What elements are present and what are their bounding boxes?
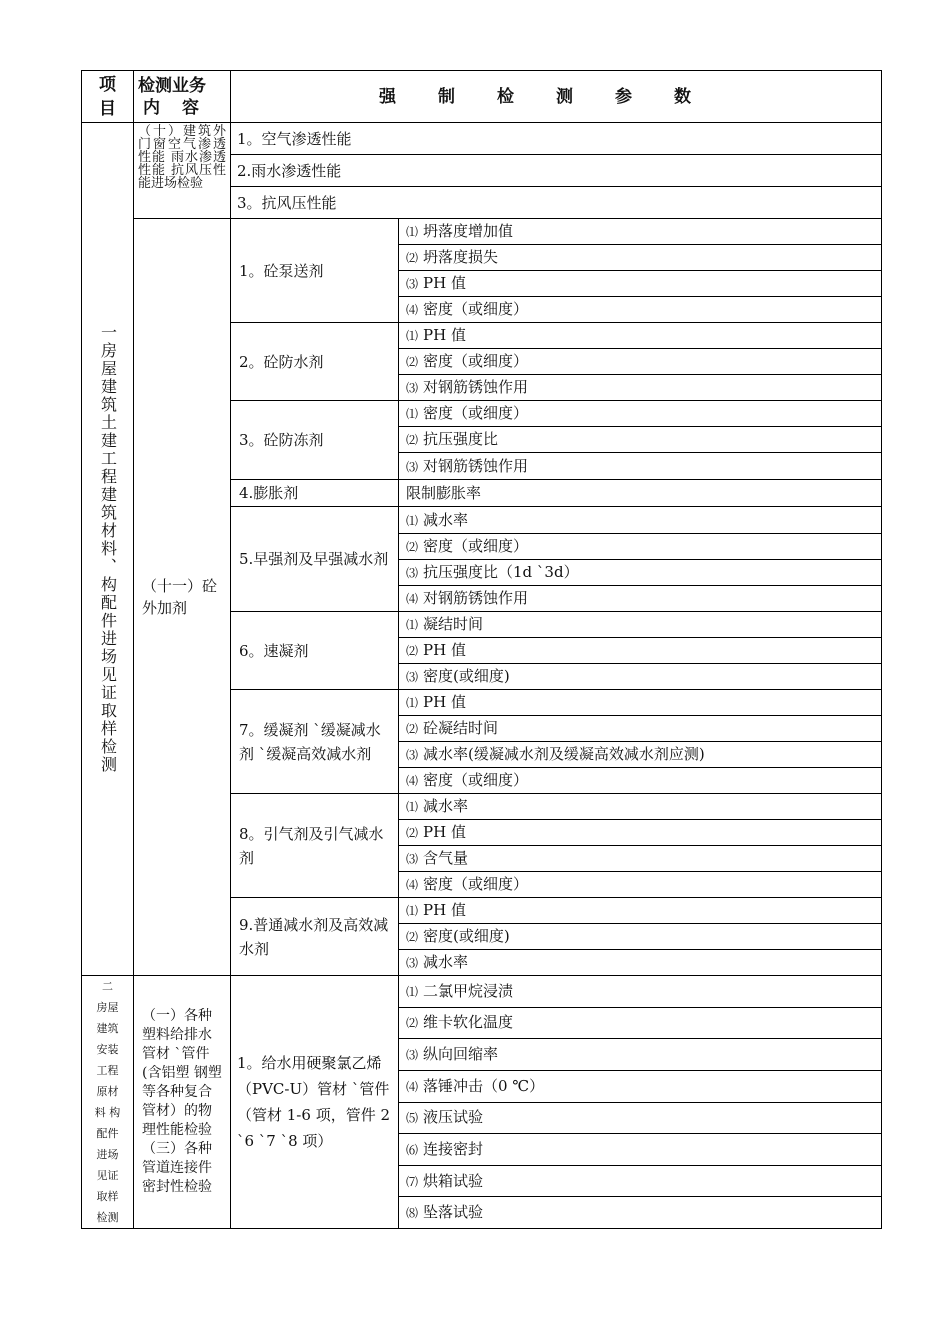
param-cell <box>399 820 882 846</box>
admixture-category: 1。砼泵送剂 <box>231 219 399 323</box>
inspection-table <box>81 70 882 1229</box>
header-main: 强制检测参数 <box>231 71 882 123</box>
section1-label: 一房屋建筑土建工程建筑材料、构配件进场见证取样检测 <box>98 324 118 774</box>
param-label: 减水率 <box>423 953 469 971</box>
admixture-title: （十一）砼外加剂 <box>134 219 231 976</box>
param-cell <box>399 1197 882 1229</box>
param-number: ⑺ <box>406 1174 419 1189</box>
param-label: 抗压强度比（1d `3d） <box>423 563 579 581</box>
param-cell <box>399 349 882 375</box>
param-label: 维卡软化温度 <box>423 1013 514 1032</box>
param-label: PH 值 <box>423 326 466 344</box>
param-label: 对钢筋锈蚀作用 <box>423 589 529 607</box>
param-cell <box>399 950 882 976</box>
param-cell <box>399 480 882 507</box>
section2-label-line: 取样 <box>96 1190 119 1203</box>
param-cell <box>399 534 882 560</box>
param-number: ⑵ <box>406 433 419 447</box>
param-label: 密度（或细度） <box>423 537 529 555</box>
param-label: 密度(或细度) <box>423 667 510 685</box>
param-label: 对钢筋锈蚀作用 <box>423 456 529 475</box>
param-number: ⑵ <box>406 930 419 944</box>
param-number: ⑶ <box>406 956 419 970</box>
windows-title: （十）建筑外门窗空气渗透性能 雨水渗透性能 抗风压性能进场检验 <box>134 123 231 219</box>
table-row <box>82 123 882 155</box>
param-cell <box>399 586 882 612</box>
param-cell <box>399 1039 882 1071</box>
param-cell <box>399 453 882 480</box>
param-label: 连接密封 <box>423 1139 484 1158</box>
param-label: 砼凝结时间 <box>423 719 499 737</box>
param-label: 密度（或细度） <box>423 404 529 422</box>
param-label: 二氯甲烷浸渍 <box>423 981 514 1000</box>
param-cell <box>399 638 882 664</box>
param-cell <box>399 742 882 768</box>
header-row <box>82 71 882 123</box>
param-cell <box>399 1134 882 1166</box>
table-row <box>82 976 882 1008</box>
param-cell <box>399 872 882 898</box>
param-label: 坠落试验 <box>423 1203 484 1222</box>
param-cell <box>399 560 882 586</box>
param-cell <box>399 794 882 820</box>
param-cell <box>399 271 882 297</box>
param-number: ⑶ <box>406 852 419 866</box>
param-label: 密度(或细度) <box>423 927 510 945</box>
param-label: 减水率(缓凝减水剂及缓凝高效减水剂应测) <box>423 745 705 763</box>
param-cell <box>399 427 882 453</box>
param-label: 密度（或细度） <box>423 771 529 789</box>
param-label: PH 值 <box>423 274 466 292</box>
param-label: 坍落度增加值 <box>423 222 514 240</box>
param-cell <box>399 690 882 716</box>
admixture-category: 7。缓凝剂 `缓凝减水剂 `缓凝高效减水剂 <box>231 690 399 794</box>
param-label: 密度（或细度） <box>423 300 529 318</box>
header-project <box>82 71 134 123</box>
section2-label-line: 安装 <box>96 1043 119 1056</box>
param-label: 液压试验 <box>423 1108 484 1127</box>
param-number: ⑴ <box>406 984 419 999</box>
param-label: 烘箱试验 <box>423 1171 484 1190</box>
section2-label-line: 检测 <box>96 1211 119 1224</box>
param-number: ⑶ <box>406 459 419 474</box>
param-number: ⑴ <box>406 225 419 239</box>
param-number: ⑶ <box>406 670 419 684</box>
param-label: 密度（或细度） <box>423 352 529 370</box>
param-label: 纵向回缩率 <box>423 1045 499 1064</box>
param-number: ⑵ <box>406 1016 419 1031</box>
param-number: ⑵ <box>406 540 419 554</box>
section2-spec: 1。给水用硬聚氯乙烯（PVC-U）管材 `管件（管材 1-6 项，管件 2 `6 `7 `8 项） <box>231 976 399 1229</box>
param-label: PH 值 <box>423 823 466 841</box>
header-project-line1: 项 <box>99 74 116 95</box>
section2-label-line: 见证 <box>96 1169 119 1182</box>
param-number: ⑴ <box>406 696 419 710</box>
param-number: ⑴ <box>406 618 419 632</box>
param-number: ⑴ <box>406 329 419 343</box>
section2-label-line: 房屋 <box>96 1001 119 1014</box>
table-body <box>82 71 882 1229</box>
param-cell <box>399 898 882 924</box>
param-cell <box>399 976 882 1008</box>
admixture-category: 8。引气剂及引气减水剂 <box>231 794 399 898</box>
param-cell <box>399 1102 882 1134</box>
header-business <box>134 71 231 123</box>
param-cell <box>399 846 882 872</box>
section2-label-line: 料 构 <box>94 1106 121 1119</box>
param-cell <box>399 924 882 950</box>
param-cell <box>399 716 882 742</box>
param-cell <box>399 507 882 534</box>
header-business-line1: 检测业务 <box>138 75 206 96</box>
section2-label-line: 进场 <box>96 1148 119 1161</box>
admixture-category: 2。砼防水剂 <box>231 323 399 401</box>
param-number: ⑵ <box>406 826 419 840</box>
admixture-category: 5.早强剂及早强减水剂 <box>231 507 399 612</box>
param-label: PH 值 <box>423 693 466 711</box>
param-label: 落锤冲击（0 ℃） <box>423 1076 545 1095</box>
param-label: 减水率 <box>423 510 469 529</box>
param-label: PH 值 <box>423 641 466 659</box>
section2-label-line: 建筑 <box>96 1022 119 1035</box>
param-number: ⑷ <box>406 878 419 892</box>
admixture-category: 9.普通减水剂及高效减水剂 <box>231 898 399 976</box>
param-cell <box>399 401 882 427</box>
param-label: 密度（或细度） <box>423 875 529 893</box>
param-cell <box>399 323 882 349</box>
admixture-category: 6。速凝剂 <box>231 612 399 690</box>
param-label: PH 值 <box>423 901 466 919</box>
param-cell <box>399 297 882 323</box>
section2-label-line: 工程 <box>96 1064 119 1077</box>
param-number: ⑶ <box>406 748 419 762</box>
section2-title: （一）各种塑料给排水管材 `管件(含铝塑 钢塑等各种复合管材）的物理性能检验（三）各种管道连接件密封性检验 <box>134 976 231 1229</box>
param-number: ⑸ <box>406 1111 419 1126</box>
param-number: ⑵ <box>406 355 419 369</box>
param-number: ⑻ <box>406 1206 419 1221</box>
param-number: ⑹ <box>406 1142 419 1157</box>
param-cell <box>399 612 882 638</box>
param-number: ⑷ <box>406 1079 419 1094</box>
param-cell <box>399 664 882 690</box>
windows-param: 1。空气渗透性能 <box>231 123 882 155</box>
param-number: ⑴ <box>406 407 419 421</box>
param-label: 坍落度损失 <box>423 248 499 266</box>
param-number: ⑷ <box>406 303 419 317</box>
param-label: 对钢筋锈蚀作用 <box>423 378 529 396</box>
param-label: 减水率 <box>423 797 469 815</box>
param-cell <box>399 1070 882 1102</box>
section1-label-cell <box>82 123 134 976</box>
param-cell <box>399 1165 882 1197</box>
param-number: ⑵ <box>406 251 419 265</box>
section2-label-line: 二 <box>102 980 113 993</box>
param-number: ⑶ <box>406 381 419 395</box>
param-number: ⑷ <box>406 774 419 788</box>
param-cell <box>399 245 882 271</box>
windows-param: 2.雨水渗透性能 <box>231 155 882 187</box>
section2-label-cell <box>82 976 134 1229</box>
param-cell <box>399 219 882 245</box>
windows-param: 3。抗风压性能 <box>231 187 882 219</box>
section2-label-line: 原材 <box>96 1085 119 1098</box>
param-number: ⑵ <box>406 722 419 736</box>
param-label: 凝结时间 <box>423 615 484 633</box>
header-business-line2: 内容 <box>143 97 221 118</box>
param-number: ⑶ <box>406 566 419 580</box>
param-number: ⑶ <box>406 277 419 291</box>
section2-label-line: 配件 <box>96 1127 119 1140</box>
param-label: 抗压强度比 <box>423 430 499 448</box>
param-number: ⑴ <box>406 513 419 528</box>
param-number: ⑴ <box>406 904 419 918</box>
param-label: 限制膨胀率 <box>406 484 482 502</box>
header-project-line2: 目 <box>99 98 116 119</box>
param-cell <box>399 375 882 401</box>
param-number: ⑶ <box>406 1048 419 1063</box>
admixture-category: 3。砼防冻剂 <box>231 401 399 480</box>
param-cell <box>399 768 882 794</box>
table-row <box>82 219 882 245</box>
param-number: ⑴ <box>406 800 419 814</box>
param-cell <box>399 1007 882 1039</box>
param-number: ⑵ <box>406 644 419 658</box>
param-label: 含气量 <box>423 849 469 867</box>
admixture-category: 4.膨胀剂 <box>231 480 399 507</box>
param-number: ⑷ <box>406 592 419 606</box>
